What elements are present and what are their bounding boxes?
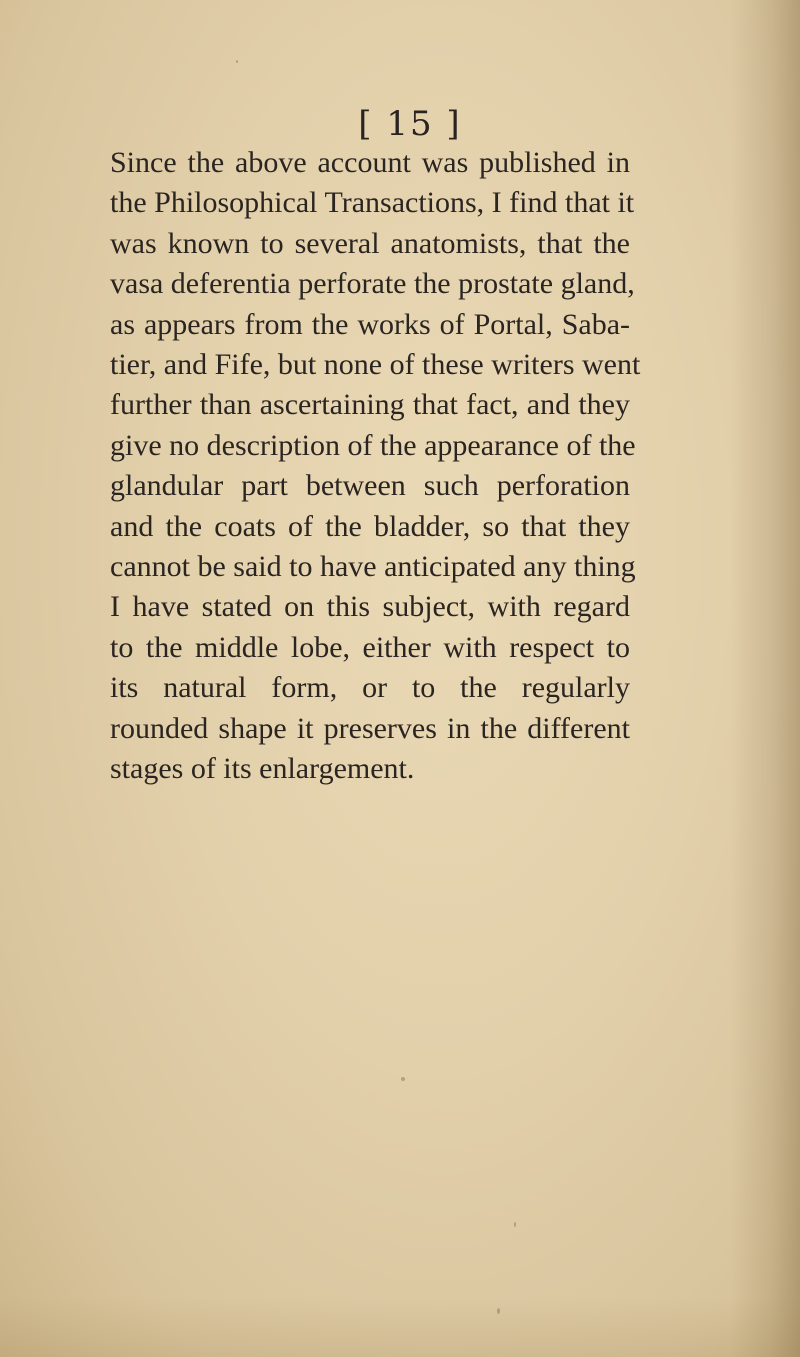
text-line: glandular part between such perforation — [110, 469, 630, 503]
paper-speck — [514, 1222, 516, 1227]
page-bottom-shadow — [0, 1297, 800, 1357]
text-line: rounded shape it preserves in the different — [110, 711, 630, 745]
text-line: vasa deferentia perforate the prostate gland, — [110, 267, 635, 301]
text-line: tier, and Fife, but none of these writers went — [110, 348, 641, 382]
body-paragraph — [110, 143, 641, 790]
paper-speck — [236, 60, 238, 63]
text-line: was known to several anatomists, that the — [110, 226, 630, 260]
text-line: stages of its enlargement. — [110, 752, 415, 786]
text-line: to the middle lobe, either with respect to — [110, 630, 630, 664]
text-line: as appears from the works of Portal, Saba- — [110, 307, 630, 341]
text-line: I have stated on this subject, with regard — [110, 590, 630, 624]
text-line: the Philosophical Transactions, I find that it — [110, 186, 635, 220]
paper-speck — [497, 1308, 500, 1314]
text-line: its natural form, or to the regularly — [110, 671, 630, 705]
page-number: [ 15 ] — [358, 104, 462, 144]
text-line: Since the above account was published in — [110, 146, 630, 179]
text-line: cannot be said to have anticipated any thing — [110, 550, 636, 584]
paper-speck — [401, 1077, 405, 1081]
page-edge-shadow — [730, 0, 800, 1357]
text-line: further than ascertaining that fact, and they — [110, 388, 630, 422]
text-line: give no description of the appearance of the — [110, 428, 636, 462]
text-line: and the coats of the bladder, so that they — [110, 509, 630, 543]
